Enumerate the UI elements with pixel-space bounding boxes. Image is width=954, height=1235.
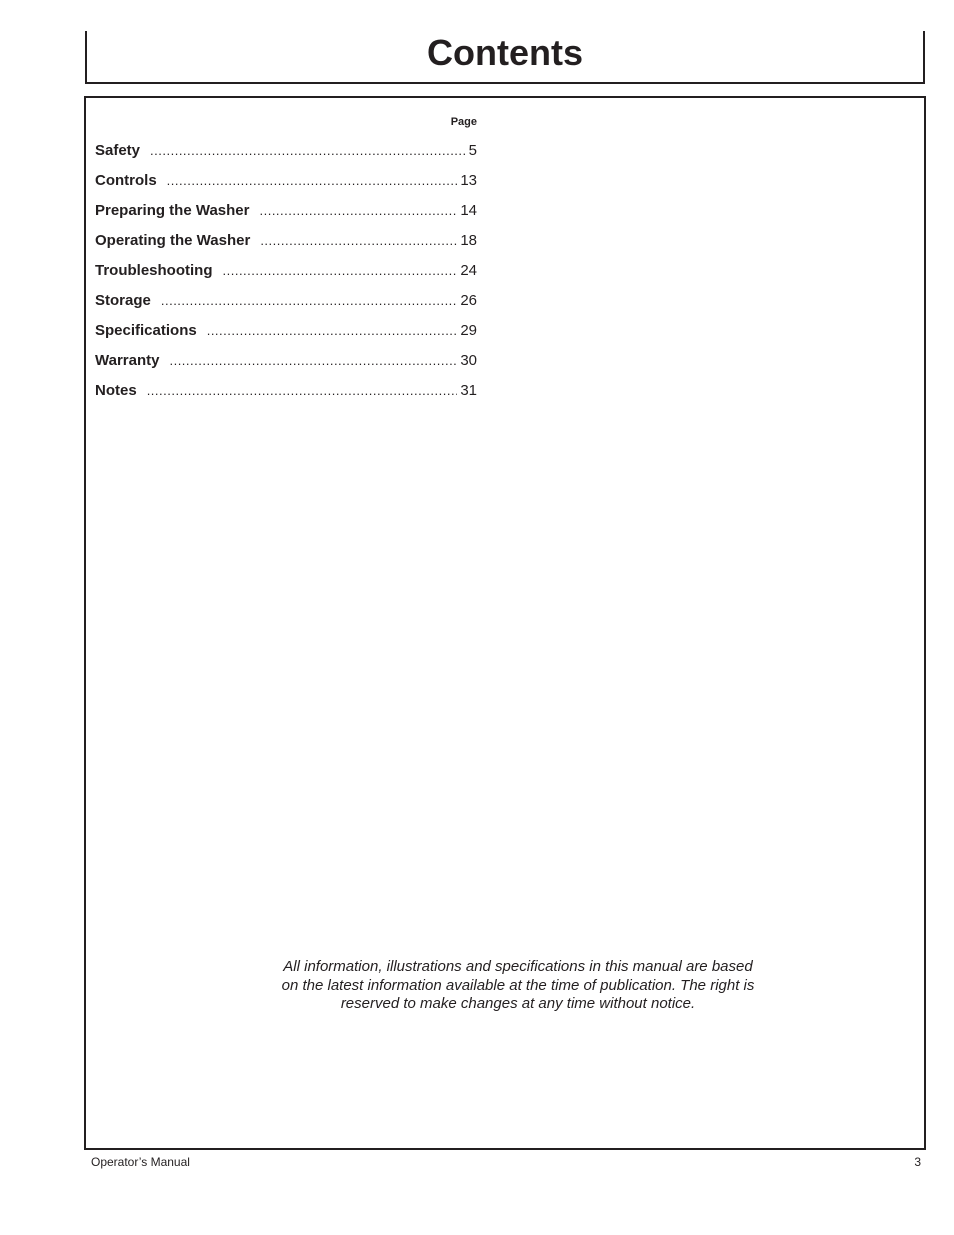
toc-entry-label: Storage <box>95 292 151 309</box>
dot-leader <box>147 381 458 401</box>
dot-leader <box>223 261 458 281</box>
toc-entry-label: Preparing the Washer <box>95 202 250 219</box>
toc-entry-page: 13 <box>460 172 477 189</box>
notice-line: reserved to make changes at any time without notice. <box>340 995 696 1012</box>
toc-entry-page: 24 <box>460 262 477 279</box>
toc-entry-label: Operating the Washer <box>95 232 251 249</box>
toc-entry-page: 18 <box>460 232 477 249</box>
footer-manual-title: Operator’s Manual <box>91 1155 190 1169</box>
toc-entry-controls[interactable] <box>95 171 477 201</box>
toc-entry-label: Safety <box>95 142 141 159</box>
toc-entry-safety[interactable] <box>95 141 477 171</box>
dot-leader <box>259 201 457 221</box>
table-of-contents <box>95 141 477 411</box>
dot-leader <box>167 171 458 191</box>
page-column-header: Page <box>450 116 477 128</box>
toc-entry-page: 31 <box>460 382 477 399</box>
toc-entry-storage[interactable] <box>95 291 477 321</box>
toc-entry-label: Warranty <box>95 352 160 369</box>
notice-line: All information, illustrations and specifications in this manual are based <box>283 958 753 975</box>
dot-leader <box>207 321 458 341</box>
toc-entry-preparing-the-washer[interactable] <box>95 201 477 231</box>
dot-leader <box>150 141 466 161</box>
toc-entry-specifications[interactable] <box>95 321 477 351</box>
toc-entry-page: 14 <box>460 202 477 219</box>
toc-entry-page: 30 <box>460 352 477 369</box>
toc-entry-page: 29 <box>460 322 477 339</box>
footer-page-number: 3 <box>914 1155 921 1169</box>
toc-entry-label: Controls <box>95 172 157 189</box>
toc-entry-warranty[interactable] <box>95 351 477 381</box>
dot-leader <box>161 291 457 311</box>
toc-entry-label: Notes <box>95 382 137 399</box>
publication-notice <box>262 958 774 1014</box>
dot-leader <box>260 231 457 251</box>
page-title: Contents <box>427 32 583 73</box>
notice-line: on the latest information available at the time of publication. The right is <box>281 976 755 994</box>
toc-entry-notes[interactable] <box>95 381 477 411</box>
title-box <box>85 31 925 84</box>
toc-entry-label: Troubleshooting <box>95 262 213 279</box>
toc-entry-label: Specifications <box>95 322 197 339</box>
toc-entry-page: 26 <box>460 292 477 309</box>
toc-entry-page: 5 <box>468 142 477 159</box>
dot-leader <box>169 351 457 371</box>
toc-entry-operating-the-washer[interactable] <box>95 231 477 261</box>
toc-entry-troubleshooting[interactable] <box>95 261 477 291</box>
